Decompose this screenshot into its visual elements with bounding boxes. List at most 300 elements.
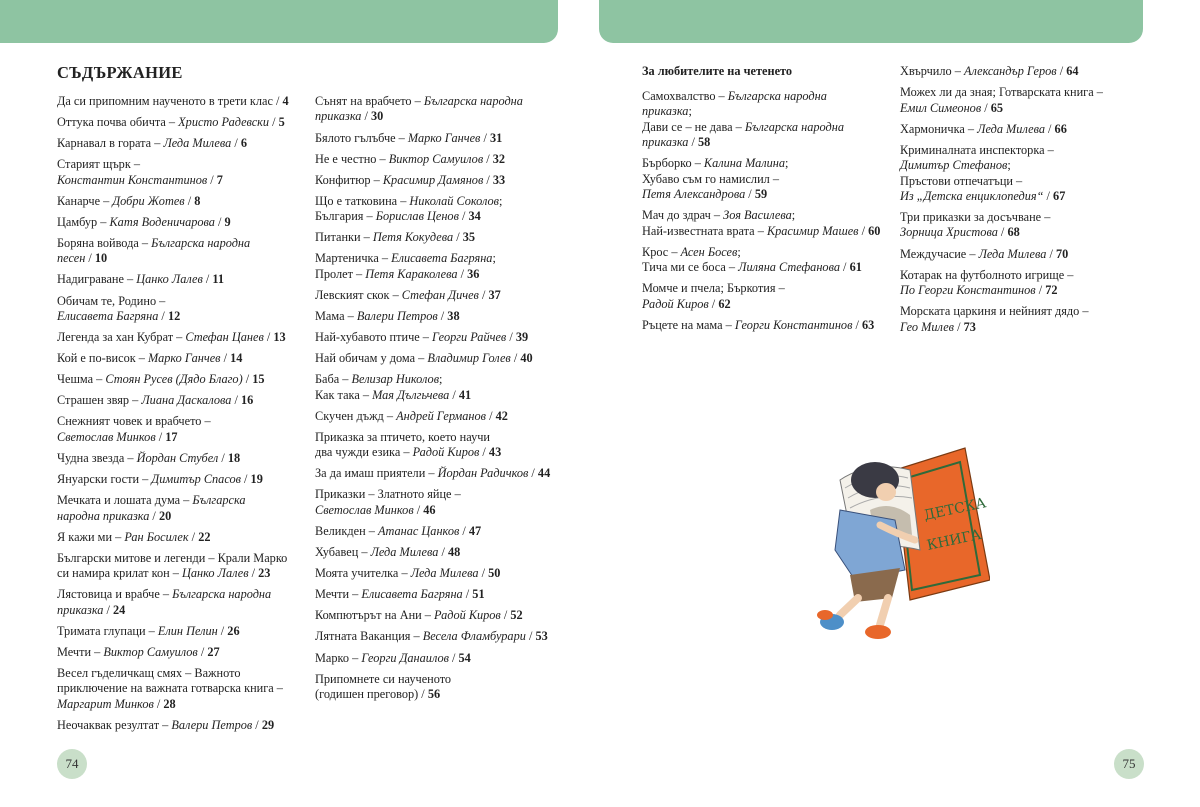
toc-author: Весела Фламбурари bbox=[422, 629, 526, 644]
toc-entry bbox=[642, 318, 894, 333]
toc-entry bbox=[57, 330, 307, 345]
toc-title: / bbox=[248, 566, 259, 581]
toc-page-number: 10 bbox=[94, 251, 108, 266]
toc-page-number: 64 bbox=[1066, 64, 1079, 78]
toc-title: Чудна звезда – bbox=[57, 450, 137, 465]
toc-entry bbox=[57, 351, 307, 366]
toc-title: / bbox=[459, 523, 469, 538]
toc-entry bbox=[57, 94, 307, 109]
toc-title: Левският скок – bbox=[315, 287, 402, 302]
toc-entry bbox=[57, 493, 307, 524]
toc-page-number: 27 bbox=[207, 644, 220, 659]
toc-title: Неочаквак резултат – bbox=[57, 717, 172, 732]
toc-page-number: 63 bbox=[862, 317, 875, 332]
toc-title: Три приказки за досъчване – bbox=[900, 210, 1051, 224]
toc-title: / bbox=[438, 545, 448, 560]
toc-page-number: 13 bbox=[273, 330, 286, 345]
toc-title: Оттука почва обичта – bbox=[57, 115, 179, 130]
toc-author: Радой Киров bbox=[642, 296, 709, 311]
toc-author: Борислав Ценов bbox=[375, 209, 459, 224]
toc-author: Ран Босилек bbox=[124, 529, 189, 544]
toc-title: Кой е по-висок – bbox=[57, 351, 149, 366]
toc-title: Мартеничка – bbox=[315, 251, 392, 266]
toc-author: Петя Кокудева bbox=[372, 230, 454, 245]
toc-entry bbox=[57, 624, 307, 639]
toc-title: Приказка за птичето, което научи bbox=[315, 429, 490, 444]
toc-entry bbox=[315, 230, 565, 245]
toc-entry bbox=[57, 372, 307, 387]
toc-title: Крос – bbox=[642, 244, 681, 259]
toc-title: Мач до здрач – bbox=[642, 208, 724, 223]
toc-title: / bbox=[218, 450, 228, 465]
toc-title: Морската царкиня и нейният дядо – bbox=[900, 304, 1089, 319]
toc-page-number: 47 bbox=[468, 523, 482, 538]
toc-title: ; bbox=[785, 156, 789, 171]
toc-page-number: 68 bbox=[1007, 225, 1020, 240]
toc-author: Марко Ганчев bbox=[407, 130, 481, 145]
toc-title: / bbox=[361, 109, 372, 124]
toc-title: / bbox=[453, 230, 463, 245]
toc-author: приказка bbox=[642, 104, 689, 119]
toc-entry bbox=[57, 272, 307, 287]
toc-title: Момче и пчела; Бъркотия – bbox=[642, 281, 785, 296]
toc-title: Надиграване – bbox=[57, 272, 137, 287]
toc-page-number: 70 bbox=[1056, 246, 1069, 261]
toc-title: / bbox=[478, 287, 489, 302]
toc-title: Канарче – bbox=[57, 193, 113, 208]
toc-title: приключение на важната готварска книга – bbox=[57, 681, 283, 696]
toc-title: Хвърчило – bbox=[900, 64, 964, 78]
toc-title: / bbox=[197, 644, 208, 659]
toc-entry bbox=[57, 115, 307, 130]
toc-author: Леда Милева bbox=[163, 136, 232, 151]
toc-title: Междучасие – bbox=[900, 246, 979, 261]
toc-entry bbox=[315, 430, 565, 461]
toc-author: Красимир Дамянов bbox=[382, 172, 484, 187]
toc-title: / bbox=[269, 115, 279, 130]
toc-entry bbox=[642, 208, 894, 239]
toc-title: / bbox=[449, 387, 459, 402]
toc-author: Лиана Даскалова bbox=[141, 393, 232, 408]
toc-title: / bbox=[231, 393, 241, 408]
toc-title: / bbox=[85, 251, 95, 266]
toc-title: Най-хубавото птиче – bbox=[315, 330, 433, 345]
toc-page-number: 26 bbox=[227, 623, 240, 638]
toc-title: Не е честно – bbox=[315, 151, 389, 166]
toc-author: народна приказка bbox=[57, 508, 150, 523]
toc-title: / bbox=[478, 566, 489, 581]
toc-page-number: 67 bbox=[1053, 188, 1066, 203]
toc-author: Стоян Русев (Дядо Благо) bbox=[105, 372, 243, 387]
toc-page-number: 48 bbox=[448, 545, 461, 560]
toc-title: Пръстови отпечатъци – bbox=[900, 173, 1023, 188]
toc-title: / bbox=[1046, 246, 1056, 261]
toc-entry bbox=[900, 304, 1140, 335]
toc-entry bbox=[315, 466, 565, 481]
toc-author: Леда Милева bbox=[977, 121, 1045, 136]
toc-title: Можех ли да зная; Готварската книга – bbox=[900, 85, 1103, 100]
toc-author: Владимир Голев bbox=[427, 351, 511, 366]
toc-title: Компютърът на Ани – bbox=[315, 608, 435, 623]
toc-title: Тримата глупаци – bbox=[57, 623, 158, 638]
toc-author: Мая Дългьчева bbox=[372, 387, 450, 402]
toc-author: Йордан Радичков bbox=[437, 466, 529, 481]
toc-page-number: 54 bbox=[458, 650, 471, 665]
toc-author: приказка bbox=[315, 109, 362, 124]
toc-entry bbox=[900, 247, 1140, 262]
toc-title: Пролет – bbox=[315, 266, 366, 281]
toc-title: Припомнете си наученото bbox=[315, 671, 452, 686]
header-band-left bbox=[0, 0, 558, 43]
toc-title: / bbox=[480, 130, 490, 145]
toc-author: Асен Босев bbox=[680, 244, 738, 259]
toc-entry bbox=[315, 330, 565, 345]
toc-entry bbox=[315, 651, 565, 666]
toc-author: Христо Радевски bbox=[178, 115, 270, 130]
toc-author: Александър Геров bbox=[963, 64, 1057, 78]
toc-author: Андрей Германов bbox=[396, 408, 486, 423]
toc-entry bbox=[642, 156, 894, 202]
toc-author: Леда Милева bbox=[410, 566, 479, 581]
toc-column-1 bbox=[57, 94, 307, 739]
toc-author: Георги Райчев bbox=[432, 330, 507, 345]
toc-entry bbox=[900, 268, 1140, 299]
toc-title: Хармоничка – bbox=[900, 121, 978, 136]
toc-page-number: 5 bbox=[278, 115, 285, 130]
toc-title: Марко – bbox=[315, 650, 362, 665]
toc-author: Катя Воденичарова bbox=[109, 214, 215, 229]
toc-title: / bbox=[525, 629, 536, 644]
toc-author: Георги Константинов bbox=[734, 317, 853, 332]
toc-title: / bbox=[231, 136, 241, 151]
toc-page-number: 37 bbox=[488, 287, 501, 302]
toc-author: Георги Данаилов bbox=[361, 650, 449, 665]
toc-title: / bbox=[458, 209, 469, 224]
toc-entry bbox=[642, 281, 894, 312]
toc-entry bbox=[315, 587, 565, 602]
toc-title: ; bbox=[791, 208, 796, 223]
toc-title: / bbox=[240, 472, 251, 487]
toc-author: Константин Константинов bbox=[57, 172, 208, 187]
toc-title: Весел гъделичкащ смях – Важното bbox=[57, 665, 241, 680]
toc-page-number: 33 bbox=[492, 172, 506, 187]
toc-page-number: 6 bbox=[240, 136, 248, 151]
toc-title: / bbox=[1056, 64, 1067, 78]
toc-title: ; bbox=[1007, 158, 1011, 173]
toc-title: / bbox=[510, 351, 521, 366]
toc-page-number: 59 bbox=[754, 187, 768, 202]
toc-author: Калина Малина bbox=[703, 156, 786, 171]
toc-page-number: 61 bbox=[849, 260, 862, 275]
toc-entry bbox=[315, 545, 565, 560]
toc-title: Ръцете на мама – bbox=[642, 317, 735, 332]
toc-entry bbox=[642, 89, 894, 151]
toc-entry bbox=[57, 194, 307, 209]
toc-page-number: 19 bbox=[250, 472, 263, 487]
toc-entry bbox=[315, 487, 565, 518]
toc-author: Светослав Минков bbox=[57, 429, 156, 444]
toc-author: Зорница Христова bbox=[900, 225, 998, 240]
boy-reading-book-illustration bbox=[800, 440, 990, 640]
toc-title: / bbox=[997, 225, 1008, 240]
toc-entry bbox=[900, 85, 1140, 116]
toc-page-number: 29 bbox=[261, 717, 275, 732]
toc-title: два чужди езика – bbox=[315, 445, 413, 460]
toc-page-number: 9 bbox=[224, 214, 231, 229]
svg-text:ДЕТСКА: ДЕТСКА bbox=[922, 495, 988, 524]
toc-title: Питанки – bbox=[315, 230, 373, 245]
toc-page-number: 23 bbox=[258, 566, 271, 581]
toc-author: Петя Александрова bbox=[642, 187, 746, 202]
toc-title: / bbox=[479, 445, 489, 460]
toc-author: Елин Пелин bbox=[157, 623, 218, 638]
toc-title: Цамбур – bbox=[57, 214, 110, 229]
toc-page-number: 42 bbox=[495, 408, 508, 423]
toc-title: / bbox=[242, 372, 253, 387]
toc-author: Стефан Цанев bbox=[185, 330, 264, 345]
toc-title: Бялото гълъбче – bbox=[315, 130, 408, 145]
toc-author: Петя Караколева bbox=[365, 266, 458, 281]
toc-page-number: 41 bbox=[458, 387, 472, 402]
toc-page-number: 53 bbox=[535, 629, 548, 644]
toc-page-number: 51 bbox=[472, 587, 485, 602]
toc-title: / bbox=[202, 272, 213, 287]
toc-entry bbox=[900, 210, 1140, 241]
toc-author: Марко Ганчев bbox=[148, 351, 221, 366]
toc-entry bbox=[57, 587, 307, 618]
toc-title: Мама – bbox=[315, 308, 357, 323]
toc-author: Леда Милева bbox=[370, 545, 439, 560]
toc-entry bbox=[900, 122, 1140, 137]
toc-title: Що е татковина – bbox=[315, 193, 410, 208]
toc-title: / bbox=[486, 408, 496, 423]
toc-column-4 bbox=[900, 64, 1140, 341]
toc-page-number: 11 bbox=[212, 272, 225, 287]
toc-title: Мечти – bbox=[57, 644, 104, 659]
toc-title: / bbox=[155, 429, 166, 444]
toc-entry bbox=[642, 245, 894, 276]
toc-page-number: 60 bbox=[868, 223, 881, 238]
toc-title: Да си припомним наученото в трети клас / bbox=[57, 94, 283, 108]
toc-entry bbox=[57, 393, 307, 408]
toc-title: ; bbox=[737, 244, 741, 259]
toc-author: Велизар Николов bbox=[351, 372, 440, 387]
toc-page-number: 56 bbox=[427, 687, 441, 701]
toc-entry bbox=[315, 608, 565, 623]
toc-title: / bbox=[1044, 121, 1055, 136]
toc-entry bbox=[315, 672, 565, 703]
toc-entry bbox=[57, 472, 307, 487]
toc-entry bbox=[315, 288, 565, 303]
toc-author: приказка bbox=[57, 602, 104, 617]
toc-page-number: 40 bbox=[520, 351, 533, 366]
toc-title: / bbox=[708, 296, 719, 311]
toc-title: Тича ми се боса – bbox=[642, 260, 739, 275]
toc-author: Елисавета Багряна bbox=[391, 251, 493, 266]
toc-title: / bbox=[858, 223, 869, 238]
toc-title: Снежният човек и врабчето – bbox=[57, 414, 211, 429]
toc-entry bbox=[900, 143, 1140, 205]
toc-author: Красимир Машев bbox=[766, 223, 859, 238]
toc-title: Дави се – не дава – bbox=[642, 119, 745, 134]
toc-title: / bbox=[457, 266, 468, 281]
toc-title: / bbox=[207, 172, 217, 187]
toc-title: Мечката и лошата дума – bbox=[57, 493, 193, 508]
toc-title: / bbox=[263, 330, 274, 345]
toc-title: За да имаш приятели – bbox=[315, 466, 438, 481]
toc-title: / bbox=[217, 623, 228, 638]
toc-author: Гео Милев bbox=[900, 319, 955, 334]
toc-entry bbox=[57, 551, 307, 582]
toc-entry bbox=[57, 215, 307, 230]
toc-author: Българска bbox=[192, 493, 246, 508]
toc-page-number: 39 bbox=[515, 330, 529, 345]
toc-author: Светослав Минков bbox=[315, 502, 414, 517]
toc-page-number: 73 bbox=[963, 319, 976, 334]
toc-author: Виктор Самуилов bbox=[103, 644, 198, 659]
toc-title: Лястовица и врабче – bbox=[57, 587, 173, 602]
toc-title: Мечти – bbox=[315, 587, 362, 602]
toc-title: България – bbox=[315, 209, 376, 224]
toc-title: / bbox=[448, 650, 459, 665]
toc-title: / bbox=[483, 151, 493, 166]
toc-title: / bbox=[220, 351, 231, 366]
toc-page-number: 22 bbox=[198, 529, 211, 544]
toc-title: Обичам те, Родино – bbox=[57, 293, 166, 308]
toc-title: Котарак на футболното игрище – bbox=[900, 267, 1074, 282]
toc-title: ; bbox=[439, 372, 443, 387]
toc-author: Българска народна bbox=[727, 89, 827, 103]
toc-author: Маргарит Минков bbox=[57, 696, 154, 711]
toc-page-number: 28 bbox=[163, 696, 176, 711]
toc-entry bbox=[57, 157, 307, 188]
toc-page-number: 72 bbox=[1045, 283, 1058, 297]
toc-title: Лятната Ваканция – bbox=[315, 629, 423, 644]
toc-title: / bbox=[500, 608, 511, 623]
toc-entry bbox=[57, 294, 307, 325]
toc-title: Бърборко – bbox=[642, 156, 704, 171]
toc-entry bbox=[57, 136, 307, 151]
toc-page-number: 34 bbox=[468, 209, 481, 224]
toc-author: песен bbox=[57, 251, 86, 266]
section-heading: За любителите на четенето bbox=[642, 64, 793, 78]
toc-page-number: 7 bbox=[216, 172, 223, 187]
toc-title: Легенда за хан Кубрат – bbox=[57, 330, 186, 345]
toc-title: Най обичам у дома – bbox=[315, 351, 428, 366]
toc-title: Как така – bbox=[315, 387, 373, 402]
toc-entry bbox=[57, 718, 307, 733]
svg-text:КНИГА: КНИГА bbox=[925, 526, 983, 554]
toc-page-number: 46 bbox=[423, 502, 436, 517]
toc-title: ; bbox=[499, 193, 503, 208]
toc-title: Карнавал в гората – bbox=[57, 136, 164, 151]
toc-entry bbox=[315, 372, 565, 403]
toc-title: / bbox=[153, 696, 164, 711]
toc-entry bbox=[57, 666, 307, 712]
toc-title: Я кажи ми – bbox=[57, 529, 125, 544]
toc-title: / bbox=[437, 308, 448, 323]
toc-entry bbox=[315, 173, 565, 188]
toc-page-number: 20 bbox=[158, 508, 172, 523]
toc-author: Димитър Стефанов bbox=[900, 158, 1008, 173]
toc-page-number: 15 bbox=[252, 372, 265, 387]
toc-page-number: 14 bbox=[230, 351, 243, 366]
header-band-right bbox=[599, 0, 1143, 43]
toc-author: Димитър Спасов bbox=[151, 472, 241, 487]
toc-title: / bbox=[188, 529, 199, 544]
toc-title: / bbox=[745, 187, 755, 202]
toc-title: Български митове и легенди – Крали Марко bbox=[57, 550, 288, 565]
toc-title: / bbox=[149, 508, 159, 523]
toc-title: Най-известната врата – bbox=[642, 223, 767, 238]
toc-page-number: 12 bbox=[167, 308, 181, 323]
toc-author: Българска народна bbox=[151, 235, 251, 250]
toc-entry bbox=[57, 414, 307, 445]
toc-author: Виктор Самуилов bbox=[388, 151, 484, 166]
toc-title: Скучен дъжд – bbox=[315, 408, 397, 423]
toc-title: / bbox=[528, 466, 538, 481]
toc-author: Елисавета Багряна bbox=[361, 587, 463, 602]
toc-entry bbox=[315, 94, 565, 125]
toc-column-3 bbox=[642, 64, 894, 339]
toc-entry bbox=[57, 451, 307, 466]
toc-title: / bbox=[462, 587, 473, 602]
toc-page-number: 30 bbox=[371, 109, 384, 124]
toc-title: / bbox=[1035, 283, 1046, 297]
toc-page-number: 50 bbox=[488, 566, 501, 581]
toc-author: Българска народна bbox=[744, 119, 844, 134]
toc-title: Страшен звяр – bbox=[57, 393, 142, 408]
toc-entry bbox=[57, 645, 307, 660]
toc-page-number: 35 bbox=[462, 230, 476, 245]
toc-title: (годишен преговор) / bbox=[315, 687, 428, 701]
toc-title: Боряна войвода – bbox=[57, 235, 152, 250]
toc-page-number: 38 bbox=[447, 308, 460, 323]
toc-title: Баба – bbox=[315, 372, 352, 387]
toc-title: / bbox=[981, 100, 991, 115]
toc-entry bbox=[315, 152, 565, 167]
toc-page-number: 24 bbox=[113, 602, 126, 617]
toc-title: / bbox=[483, 172, 493, 187]
toc-title: Великден – bbox=[315, 523, 378, 538]
toc-author: Зоя Василева bbox=[723, 208, 792, 223]
toc-author: приказка bbox=[642, 135, 689, 150]
toc-title: / bbox=[954, 319, 964, 334]
toc-entry bbox=[315, 351, 565, 366]
toc-title: Хубаво съм го намислил – bbox=[642, 171, 780, 186]
toc-entry bbox=[315, 194, 565, 225]
toc-title: / bbox=[158, 308, 168, 323]
toc-author: Цанко Лалев bbox=[182, 566, 249, 581]
toc-title: Самохвалство – bbox=[642, 89, 728, 103]
toc-page-number: 44 bbox=[537, 466, 551, 481]
toc-author: Валери Петров bbox=[171, 717, 253, 732]
toc-column-2 bbox=[315, 94, 565, 708]
toc-title: / bbox=[413, 502, 424, 517]
toc-author: Българска народна bbox=[423, 94, 523, 108]
toc-page-number: 4 bbox=[282, 94, 289, 108]
toc-page-number: 8 bbox=[194, 193, 201, 208]
toc-title: си намира крилат кон – bbox=[57, 566, 182, 581]
toc-page-number: 52 bbox=[510, 608, 523, 623]
toc-author: Из „Детска енциклопедия“ bbox=[900, 188, 1044, 203]
toc-title: Конфитюр – bbox=[315, 172, 383, 187]
toc-page-number: 66 bbox=[1054, 121, 1067, 136]
toc-title: Приказки – Златното яйце – bbox=[315, 487, 461, 502]
toc-entry bbox=[315, 309, 565, 324]
toc-author: Николай Соколов bbox=[409, 193, 500, 208]
toc-entry bbox=[315, 566, 565, 581]
